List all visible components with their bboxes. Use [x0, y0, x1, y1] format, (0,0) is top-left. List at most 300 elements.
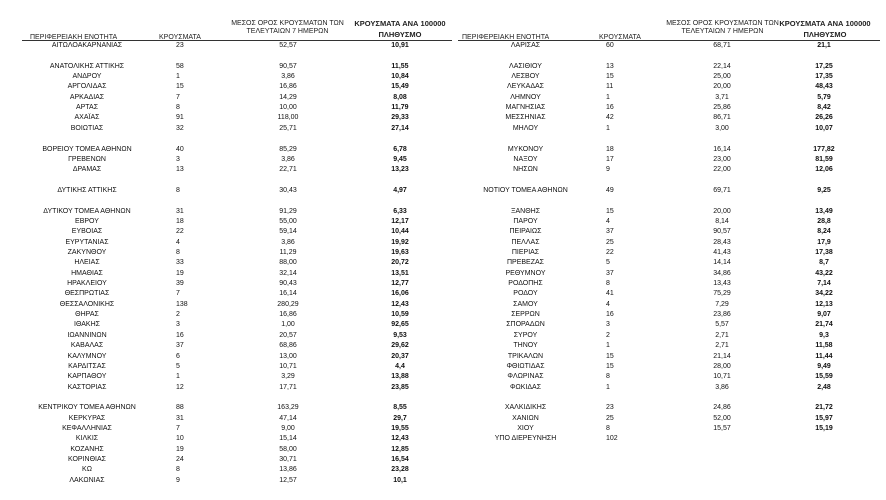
cases-value: 8 — [606, 424, 610, 432]
avg-value: 17,71 — [279, 383, 297, 391]
per-100k-value: 10,44 — [391, 228, 409, 236]
region-name: ΠΙΕΡΙΑΣ — [511, 249, 540, 256]
region-name: ΜΥΚΟΝΟΥ — [507, 145, 544, 153]
region-name: ΗΛΕΙΑΣ — [74, 259, 100, 267]
per-100k-value: 9,45 — [393, 155, 407, 163]
per-100k-value: 23,28 — [391, 466, 409, 474]
region-name: ΔΥΤΙΚΟΥ ΤΟΜΕΑ ΑΘΗΝΩΝ — [43, 207, 131, 215]
region-name: ΘΗΡΑΣ — [75, 311, 99, 319]
per-100k-value: 10,84 — [391, 73, 409, 81]
per-100k-value: 17,9 — [817, 238, 831, 246]
cases-value: 9 — [606, 166, 610, 174]
cases-value: 3 — [176, 155, 180, 163]
region-name: ΖΑΚΥΝΘΟΥ — [67, 249, 107, 256]
table-row — [0, 51, 886, 60]
region-name: ΛΑΣΙΘΙΟΥ — [509, 62, 542, 70]
per-100k-value: 19,63 — [391, 249, 409, 256]
per-100k-value: 29,33 — [391, 114, 409, 122]
cases-value: 23 — [176, 42, 184, 49]
per-100k-value: 11,55 — [391, 62, 409, 70]
table-row — [0, 465, 886, 474]
avg-value: 8,14 — [715, 217, 729, 225]
per-100k-value: 23,85 — [391, 383, 409, 391]
region-name: ΚΑΒΑΛΑΣ — [70, 342, 104, 350]
cases-value: 10 — [176, 435, 184, 443]
cases-value: 25 — [606, 238, 614, 246]
avg-value: 10,00 — [279, 104, 297, 112]
avg-value: 16,86 — [279, 311, 297, 319]
cases-value: 12 — [176, 383, 184, 391]
header-region-right: ΠΕΡΙΦΕΡΕΙΑΚΗ ΕΝΟΤΗΤΑ — [462, 34, 550, 41]
per-100k-value: 13,51 — [391, 269, 409, 277]
per-100k-value: 15,19 — [815, 424, 833, 432]
region-name: ΣΥΡΟΥ — [513, 331, 538, 339]
cases-value: 16 — [606, 311, 614, 319]
cases-value: 42 — [606, 114, 614, 122]
cases-value: 13 — [606, 62, 614, 70]
table-row — [0, 383, 886, 392]
per-100k-value: 9,07 — [817, 311, 831, 319]
per-100k-value: 17,35 — [815, 73, 833, 81]
cases-value: 8 — [606, 373, 610, 381]
avg-value: 2,71 — [715, 331, 729, 339]
region-name: ΜΑΓΝΗΣΙΑΣ — [505, 104, 546, 112]
table-row — [0, 217, 886, 226]
avg-value: 85,29 — [279, 145, 297, 153]
avg-value: 13,43 — [713, 280, 731, 288]
avg-value: 3,86 — [281, 238, 295, 246]
cases-value: 11 — [606, 83, 614, 91]
region-name: ΚΟΡΙΝΘΙΑΣ — [68, 456, 106, 463]
per-100k-value: 20,37 — [391, 352, 409, 360]
avg-value: 20,00 — [713, 83, 731, 91]
table-row — [0, 227, 886, 236]
table-row — [0, 393, 886, 402]
region-name: ΕΥΒΟΙΑΣ — [71, 228, 103, 236]
per-100k-value: 43,22 — [815, 269, 833, 277]
avg-value: 22,00 — [713, 166, 731, 174]
avg-value: 3,71 — [715, 93, 729, 101]
per-100k-value: 10,1 — [393, 476, 407, 484]
cases-value: 18 — [606, 145, 614, 153]
avg-value: 59,14 — [279, 228, 297, 236]
region-name: ΡΟΔΟΠΗΣ — [508, 280, 543, 288]
per-100k-value: 11,58 — [815, 342, 833, 350]
header-per-left-2: ΠΛΗΘΥΣΜΟ — [378, 30, 422, 39]
avg-value: 90,57 — [279, 62, 297, 70]
per-100k-value: 9,3 — [819, 331, 829, 339]
per-100k-value: 4,4 — [395, 362, 405, 370]
cases-value: 4 — [176, 238, 180, 246]
cases-value: 22 — [606, 249, 614, 256]
region-name: ΗΜΑΘΙΑΣ — [71, 269, 103, 277]
avg-value: 14,14 — [713, 259, 731, 267]
table-row — [0, 41, 886, 50]
per-100k-value: 9,53 — [393, 331, 407, 339]
region-name: ΠΕΛΛΑΣ — [511, 238, 540, 246]
avg-value: 15,14 — [279, 435, 297, 443]
avg-value: 58,00 — [279, 445, 297, 453]
per-100k-value: 15,49 — [391, 83, 409, 91]
table-row — [0, 445, 886, 454]
cases-value: 7 — [176, 93, 180, 101]
region-name: ΓΡΕΒΕΝΩΝ — [68, 155, 106, 163]
header-per-left-1: ΚΡΟΥΣΜΑΤΑ ΑΝΑ 100000 — [354, 19, 446, 28]
avg-value: 21,14 — [713, 352, 731, 360]
per-100k-value: 20,72 — [391, 259, 409, 267]
per-100k-value: 34,22 — [815, 290, 833, 298]
per-100k-value: 92,65 — [391, 321, 409, 329]
avg-value: 41,43 — [713, 249, 731, 256]
avg-value: 163,29 — [277, 404, 299, 412]
per-100k-value: 5,79 — [817, 93, 831, 101]
per-100k-value: 17,25 — [815, 62, 833, 70]
avg-value: 2,71 — [715, 342, 729, 350]
cases-value: 33 — [176, 259, 184, 267]
region-name: ΡΟΔΟΥ — [513, 290, 538, 298]
region-name: ΝΗΣΩΝ — [513, 166, 538, 174]
header-avg-left-1: ΜΕΣΟΣ ΟΡΟΣ ΚΡΟΥΣΜΑΤΩΝ ΤΩΝ — [231, 20, 344, 27]
per-100k-value: 27,14 — [391, 124, 409, 132]
table-row — [0, 176, 886, 185]
region-name: ΜΗΛΟΥ — [512, 124, 539, 132]
region-name: ΣΕΡΡΩΝ — [511, 311, 540, 319]
avg-value: 23,00 — [713, 155, 731, 163]
table-row — [0, 186, 886, 195]
region-name: ΜΕΣΣΗΝΙΑΣ — [505, 114, 546, 122]
avg-value: 75,29 — [713, 290, 731, 298]
avg-value: 16,14 — [713, 145, 731, 153]
cases-value: 15 — [606, 73, 614, 81]
per-100k-value: 8,42 — [817, 104, 831, 112]
cases-value: 8 — [176, 186, 180, 194]
table-row — [0, 82, 886, 91]
per-100k-value: 19,92 — [391, 238, 409, 246]
cases-value: 2 — [176, 311, 180, 319]
cases-value: 3 — [606, 321, 610, 329]
avg-value: 32,14 — [279, 269, 297, 277]
avg-value: 25,00 — [713, 73, 731, 81]
per-100k-value: 2,48 — [817, 383, 831, 391]
header-avg-right-2: ΤΕΛΕΥΤΑΙΩΝ 7 ΗΜΕΡΩΝ — [681, 28, 764, 35]
region-name: ΛΕΣΒΟΥ — [511, 73, 540, 81]
cases-value: 5 — [176, 362, 180, 370]
cases-value: 37 — [176, 342, 184, 350]
avg-value: 5,57 — [715, 321, 729, 329]
cases-value: 19 — [176, 269, 184, 277]
avg-value: 68,71 — [713, 42, 731, 49]
per-100k-value: 21,74 — [815, 321, 833, 329]
per-100k-value: 9,49 — [817, 362, 831, 370]
region-name: ΗΡΑΚΛΕΙΟΥ — [67, 280, 107, 288]
cases-value: 91 — [176, 114, 184, 122]
avg-value: 52,57 — [279, 42, 297, 49]
avg-value: 24,86 — [713, 404, 731, 412]
cases-value: 7 — [176, 290, 180, 298]
region-name: ΦΛΩΡΙΝΑΣ — [507, 373, 544, 381]
region-name: ΚΩ — [82, 466, 92, 474]
per-100k-value: 12,06 — [815, 166, 833, 174]
table-row — [0, 289, 886, 298]
table-row — [0, 434, 886, 443]
per-100k-value: 21,72 — [815, 404, 833, 412]
avg-value: 88,00 — [279, 259, 297, 267]
per-100k-value: 13,49 — [815, 207, 833, 215]
cases-value: 9 — [176, 476, 180, 484]
cases-value: 23 — [606, 404, 614, 412]
avg-value: 10,71 — [713, 373, 731, 381]
table-row — [0, 248, 886, 257]
table-row — [0, 455, 886, 464]
table-row — [0, 414, 886, 423]
region-name: ΑΡΓΟΛΙΔΑΣ — [67, 83, 107, 91]
avg-value: 91,29 — [279, 207, 297, 215]
region-name: ΛΑΚΩΝΙΑΣ — [69, 476, 105, 484]
avg-value: 20,00 — [713, 207, 731, 215]
table-row — [0, 238, 886, 247]
avg-value: 22,14 — [713, 62, 731, 70]
cases-value: 8 — [176, 104, 180, 112]
header-avg-right-1: ΜΕΣΟΣ ΟΡΟΣ ΚΡΟΥΣΜΑΤΩΝ ΤΩΝ — [666, 20, 779, 27]
cases-value: 1 — [606, 93, 610, 101]
table-row — [0, 476, 886, 485]
cases-value: 8 — [176, 249, 180, 256]
region-name: ΡΕΘΥΜΝΟΥ — [505, 269, 546, 277]
region-name: ΕΥΡΥΤΑΝΙΑΣ — [65, 238, 109, 246]
per-100k-value: 9,25 — [817, 186, 831, 194]
cases-value: 37 — [606, 269, 614, 277]
avg-value: 10,71 — [279, 362, 297, 370]
per-100k-value: 12,77 — [391, 280, 409, 288]
cases-value: 60 — [606, 42, 614, 49]
cases-value: 88 — [176, 404, 184, 412]
region-name: ΝΟΤΙΟΥ ΤΟΜΕΑ ΑΘΗΝΩΝ — [483, 186, 568, 194]
cases-value: 15 — [176, 83, 184, 91]
per-100k-value: 12,43 — [391, 300, 409, 308]
region-name: ΚΕΦΑΛΛΗΝΙΑΣ — [62, 424, 112, 432]
avg-value: 28,00 — [713, 362, 731, 370]
region-name: ΝΑΞΟΥ — [513, 155, 538, 163]
avg-value: 16,86 — [279, 83, 297, 91]
avg-value: 30,43 — [279, 186, 297, 194]
region-name: ΛΗΜΝΟΥ — [510, 93, 541, 101]
cases-value: 32 — [176, 124, 184, 132]
avg-value: 3,29 — [281, 373, 295, 381]
header-cases-right: ΚΡΟΥΣΜΑΤΑ — [599, 34, 641, 41]
avg-value: 7,29 — [715, 300, 729, 308]
region-name: ΑΡΚΑΔΙΑΣ — [69, 93, 105, 101]
table-row — [0, 72, 886, 81]
cases-value: 15 — [606, 352, 614, 360]
cases-value: 18 — [176, 217, 184, 225]
avg-value: 3,86 — [281, 155, 295, 163]
per-100k-value: 13,23 — [391, 166, 409, 174]
avg-value: 68,86 — [279, 342, 297, 350]
cases-value: 8 — [606, 280, 610, 288]
region-name: ΙΘΑΚΗΣ — [74, 321, 100, 329]
table-row — [0, 103, 886, 112]
table-row — [0, 145, 886, 154]
per-100k-value: 10,07 — [815, 124, 833, 132]
cases-value: 25 — [606, 414, 614, 422]
cases-value: 40 — [176, 145, 184, 153]
region-name: ΙΩΑΝΝΙΝΩΝ — [67, 331, 107, 339]
table-row — [0, 207, 886, 216]
region-name: ΑΡΤΑΣ — [75, 104, 99, 112]
cases-value: 31 — [176, 414, 184, 422]
region-name: ΚΑΣΤΟΡΙΑΣ — [67, 383, 107, 391]
header-region-left: ΠΕΡΙΦΕΡΕΙΑΚΗ ΕΝΟΤΗΤΑ — [30, 34, 118, 41]
region-name: ΚΙΛΚΙΣ — [75, 435, 99, 443]
cases-value: 17 — [606, 155, 614, 163]
per-100k-value: 17,38 — [815, 249, 833, 256]
region-name: ΤΗΝΟΥ — [513, 342, 538, 350]
avg-value: 3,00 — [715, 124, 729, 132]
avg-value: 23,86 — [713, 311, 731, 319]
per-100k-value: 29,7 — [393, 414, 407, 422]
per-100k-value: 11,44 — [815, 352, 833, 360]
avg-value: 90,43 — [279, 280, 297, 288]
region-name: ΦΘΙΩΤΙΔΑΣ — [506, 362, 545, 370]
avg-value: 52,00 — [713, 414, 731, 422]
region-name: ΧΑΝΙΩΝ — [512, 414, 539, 422]
table-row — [0, 258, 886, 267]
avg-value: 118,00 — [277, 114, 299, 122]
region-name: ΧΙΟΥ — [517, 424, 534, 432]
table-row — [0, 372, 886, 381]
per-100k-value: 16,54 — [391, 456, 409, 463]
per-100k-value: 10,59 — [391, 311, 409, 319]
cases-value: 4 — [606, 300, 610, 308]
table-row — [0, 196, 886, 205]
per-100k-value: 28,8 — [817, 217, 831, 225]
region-name: ΤΡΙΚΑΛΩΝ — [507, 352, 544, 360]
region-name: ΚΕΡΚΥΡΑΣ — [68, 414, 106, 422]
per-100k-value: 6,33 — [393, 207, 407, 215]
cases-value: 41 — [606, 290, 614, 298]
per-100k-value: 8,24 — [817, 228, 831, 236]
per-100k-value: 29,62 — [391, 342, 409, 350]
cases-value: 8 — [176, 466, 180, 474]
cases-value: 13 — [176, 166, 184, 174]
region-name: ΔΡΑΜΑΣ — [72, 166, 102, 174]
avg-value: 14,29 — [279, 93, 297, 101]
per-100k-value: 8,55 — [393, 404, 407, 412]
table-row — [0, 310, 886, 319]
region-name: ΠΑΡΟΥ — [513, 217, 538, 225]
table-row — [0, 320, 886, 329]
table-row — [0, 352, 886, 361]
cases-value: 58 — [176, 62, 184, 70]
region-name: ΔΥΤΙΚΗΣ ΑΤΤΙΚΗΣ — [57, 186, 117, 194]
table-row — [0, 300, 886, 309]
header-per-right-1: ΚΡΟΥΣΜΑΤΑ ΑΝΑ 100000 — [779, 19, 871, 28]
per-100k-value: 6,78 — [393, 145, 407, 153]
cases-value: 37 — [606, 228, 614, 236]
table-row — [0, 362, 886, 371]
cases-value: 1 — [606, 124, 610, 132]
avg-value: 13,00 — [279, 352, 297, 360]
per-100k-value: 4,97 — [393, 186, 407, 194]
table-row — [0, 279, 886, 288]
header-per-right-2: ΠΛΗΘΥΣΜΟ — [803, 30, 847, 39]
per-100k-value: 12,13 — [815, 300, 833, 308]
region-name: ΠΕΙΡΑΙΩΣ — [509, 228, 542, 236]
per-100k-value: 8,7 — [819, 259, 829, 267]
table-row — [0, 403, 886, 412]
region-name: ΛΕΥΚΑΔΑΣ — [506, 83, 545, 91]
cases-value: 6 — [176, 352, 180, 360]
cases-value: 49 — [606, 186, 614, 194]
region-name: ΑΙΤΩΛΟΑΚΑΡΝΑΝΙΑΣ — [51, 42, 123, 49]
table-row — [0, 165, 886, 174]
cases-value: 31 — [176, 207, 184, 215]
per-100k-value: 21,1 — [817, 42, 831, 49]
region-name: ΑΝΑΤΟΛΙΚΗΣ ΑΤΤΙΚΗΣ — [49, 62, 125, 70]
table-row — [0, 62, 886, 71]
header-avg-left-2: ΤΕΛΕΥΤΑΙΩΝ 7 ΗΜΕΡΩΝ — [246, 28, 329, 35]
avg-value: 1,00 — [281, 321, 295, 329]
avg-value: 25,71 — [279, 124, 297, 132]
avg-value: 20,57 — [279, 331, 297, 339]
table-row — [0, 424, 886, 433]
per-100k-value: 11,79 — [391, 104, 409, 112]
region-name: ΚΕΝΤΡΙΚΟΥ ΤΟΜΕΑ ΑΘΗΝΩΝ — [38, 404, 136, 412]
region-name: ΧΑΛΚΙΔΙΚΗΣ — [504, 404, 547, 412]
region-name: ΞΑΝΘΗΣ — [510, 207, 541, 215]
avg-value: 69,71 — [713, 186, 731, 194]
cases-value: 15 — [606, 362, 614, 370]
region-name: ΥΠΟ ΔΙΕΡΕΥΝΗΣΗ — [494, 435, 557, 443]
region-name: ΠΡΕΒΕΖΑΣ — [506, 259, 544, 267]
per-100k-value: 16,06 — [391, 290, 409, 298]
cases-value: 3 — [176, 321, 180, 329]
region-name: ΚΑΡΔΙΤΣΑΣ — [68, 362, 106, 370]
per-100k-value: 15,59 — [815, 373, 833, 381]
cases-value: 1 — [606, 383, 610, 391]
region-name: ΚΟΖΑΝΗΣ — [70, 445, 104, 453]
avg-value: 13,86 — [279, 466, 297, 474]
table-row — [0, 341, 886, 350]
table-row — [0, 124, 886, 133]
per-100k-value: 12,85 — [391, 445, 409, 453]
cases-value: 1 — [176, 73, 180, 81]
cases-value: 39 — [176, 280, 184, 288]
avg-value: 86,71 — [713, 114, 731, 122]
region-name: ΣΠΟΡΑΔΩΝ — [506, 321, 545, 329]
cases-value: 16 — [176, 331, 184, 339]
table-row — [0, 93, 886, 102]
per-100k-value: 10,91 — [391, 42, 409, 49]
cases-value: 4 — [606, 217, 610, 225]
region-name: ΑΧΑΪΑΣ — [74, 114, 100, 122]
per-100k-value: 8,08 — [393, 93, 407, 101]
region-name: ΦΩΚΙΔΑΣ — [509, 383, 542, 391]
avg-value: 3,86 — [281, 73, 295, 81]
region-name: ΑΝΔΡΟΥ — [72, 73, 102, 81]
avg-value: 22,71 — [279, 166, 297, 174]
per-100k-value: 12,17 — [391, 217, 409, 225]
avg-value: 15,57 — [713, 424, 731, 432]
region-name: ΒΟΡΕΙΟΥ ΤΟΜΕΑ ΑΘΗΝΩΝ — [42, 145, 132, 153]
cases-value: 1 — [176, 373, 180, 381]
per-100k-value: 7,14 — [817, 280, 831, 288]
per-100k-value: 15,97 — [815, 414, 833, 422]
table-row — [0, 134, 886, 143]
cases-value: 1 — [606, 342, 610, 350]
cases-value: 16 — [606, 104, 614, 112]
avg-value: 47,14 — [279, 414, 297, 422]
